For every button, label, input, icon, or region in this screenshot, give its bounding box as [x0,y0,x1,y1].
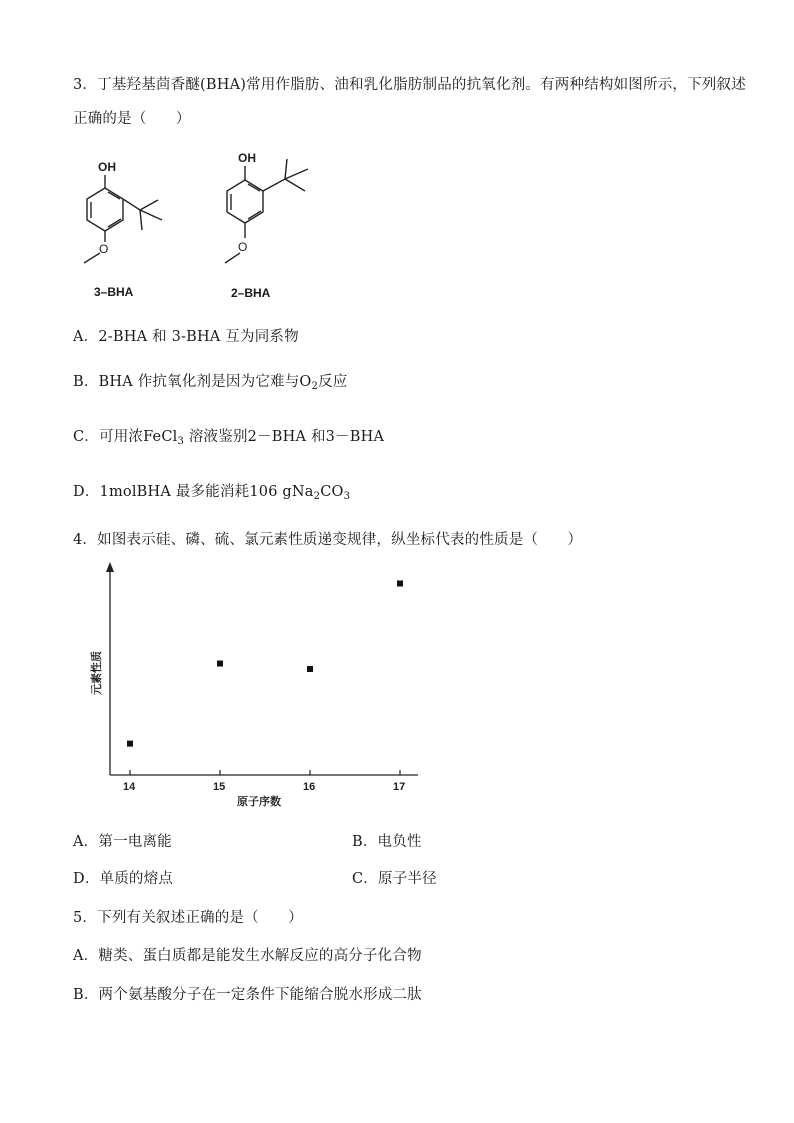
molecule-2-bha [205,143,325,278]
q4-option-b: B．电负性 [352,834,422,850]
y-axis-label: 元素性质 [91,651,103,695]
x-axis-label: 原子序数 [237,796,281,808]
mol1-oxygen: O [99,242,109,256]
q4-option-c: C．原子半径 [352,871,437,887]
mol2-label: 2–BHA [231,286,271,300]
scatter-chart [80,560,430,810]
q4-option-a: A．第一电离能 [73,834,172,850]
q4-stem: 4．如图表示硅、磷、硫、氯元素性质递变规律，纵坐标代表的性质是（ ） [73,532,583,548]
q5-option-b: B．两个氨基酸分子在一定条件下能缩合脱水形成二肽 [73,987,422,1003]
mol1-label: 3–BHA [94,285,134,299]
data-point [217,661,223,667]
x-tick-label: 16 [303,781,316,793]
mol2-oxygen: O [238,240,248,254]
data-point [397,580,403,586]
q3-stem-line1: 3．丁基羟基茴香醚(BHA)常用作脂肪、油和乳化脂肪制品的抗氧化剂。有两种结构如图所示，下列叙述 [73,77,746,93]
x-tick-label: 17 [393,781,406,793]
data-point [307,666,313,672]
q3-option-c: C．可用浓FeCl$_3$ 溶液鉴别2－BHA 和3－BHA [73,429,385,447]
q5-option-a: A．糖类、蛋白质都是能发生水解反应的高分子化合物 [73,948,422,964]
q3-option-b: B．BHA 作抗氧化剂是因为它难与$O_2$反应 [73,374,348,392]
q4-option-d: D．单质的熔点 [73,871,174,887]
x-tick-label: 14 [123,781,136,793]
mol1-oh-label: OH [98,160,116,174]
q3-option-a: A．2-BHA 和 3-BHA 互为同系物 [73,329,299,345]
x-tick-label: 15 [213,781,226,793]
data-point [127,741,133,747]
q3-stem-line2: 正确的是（ ） [73,111,191,127]
q3-option-d: D．1molBHA 最多能消耗106 $gNa_2CO_3$ [73,484,351,502]
mol2-oh-label: OH [238,151,256,165]
molecule-3-bha [70,150,180,280]
y-axis-arrow [106,562,114,572]
q5-stem: 5．下列有关叙述正确的是（ ） [73,910,303,926]
